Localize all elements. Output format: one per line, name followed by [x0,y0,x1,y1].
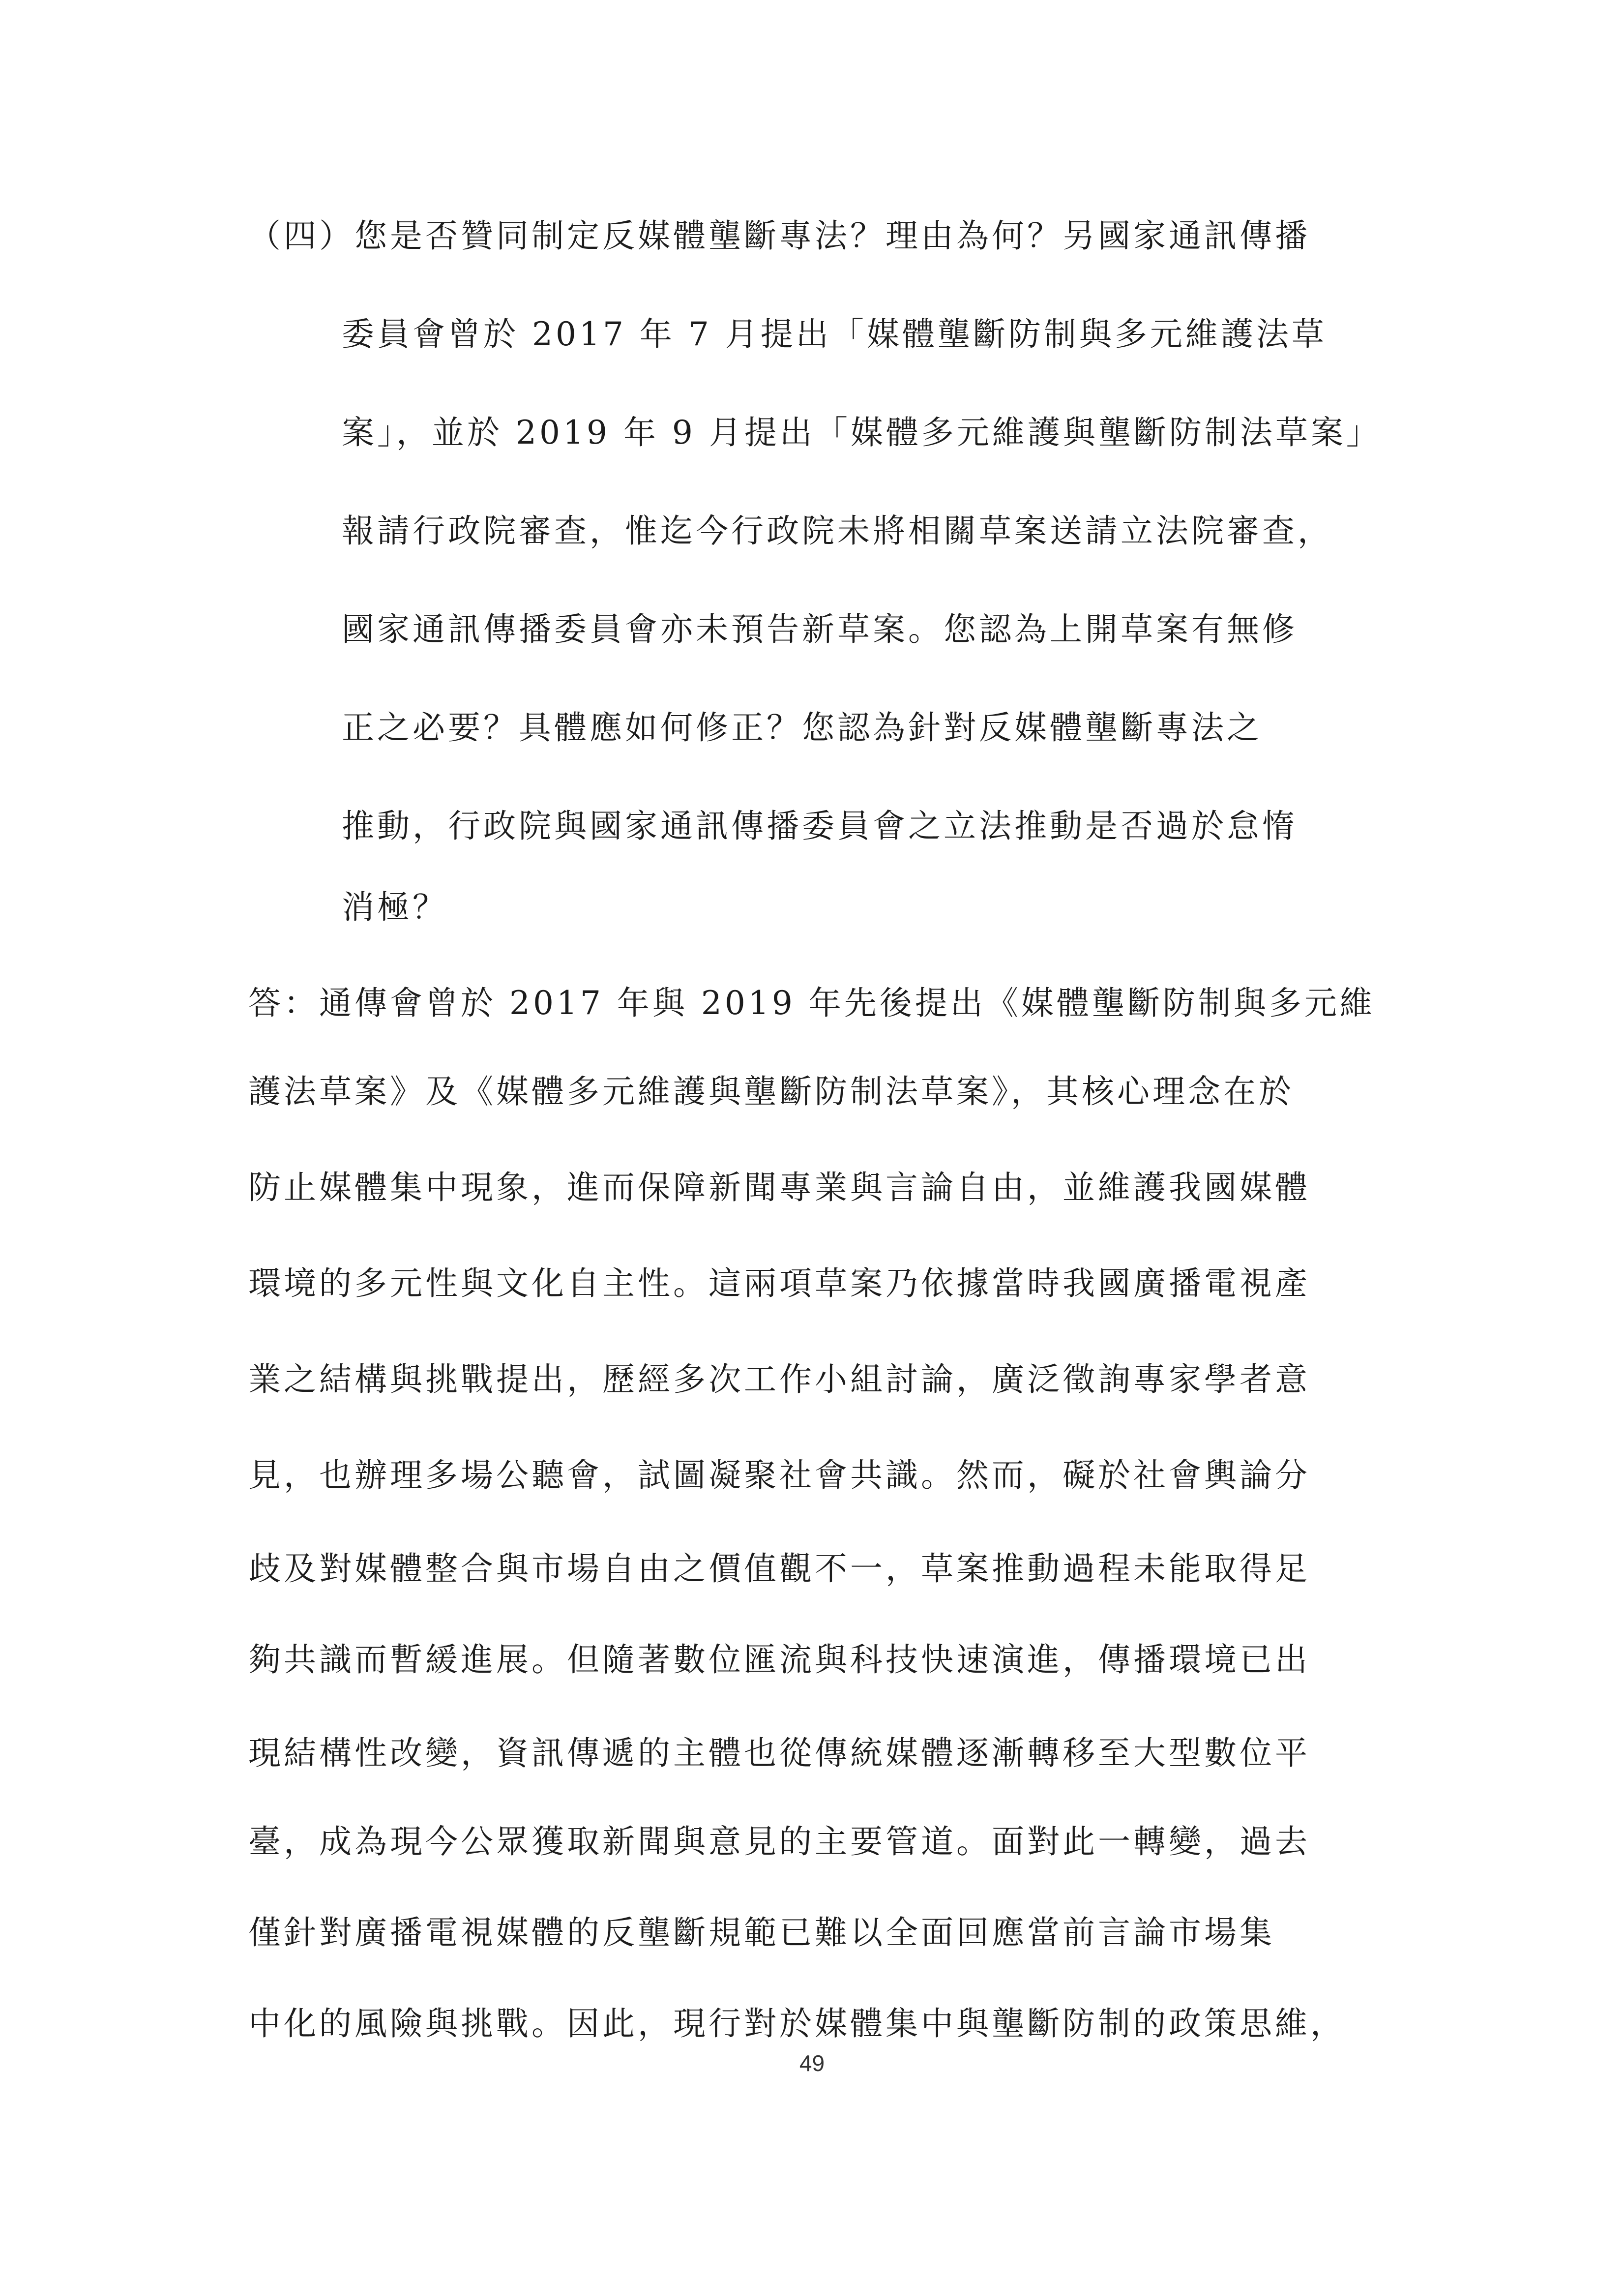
answer-line: 護法草案》及《媒體多元維護與壟斷防制法草案》，其核心理念在於 [248,1073,1294,1111]
question-line: 消極？ [342,888,448,926]
answer-line: 臺，成為現今公眾獲取新聞與意見的主要管道。面對此一轉變，過去 [248,1823,1310,1861]
question-line: 案」，並於 2019 年 9 月提出「媒體多元維護與壟斷防制法草案」 [342,414,1382,451]
answer-line: 現結構性改變，資訊傳遞的主體也從傳統媒體逐漸轉移至大型數位平 [248,1734,1310,1772]
answer-line: 歧及對媒體整合與市場自由之價值觀不一，草案推動過程未能取得足 [248,1550,1310,1588]
answer-line: 業之結構與挑戰提出，歷經多次工作小組討論，廣泛徵詢專家學者意 [248,1360,1310,1398]
answer-line: 環境的多元性與文化自主性。這兩項草案乃依據當時我國廣播電視產 [248,1264,1310,1302]
answer-line: 防止媒體集中現象，進而保障新聞專業與言論自由，並維護我國媒體 [248,1169,1310,1206]
question-line: （四）您是否贊同制定反媒體壟斷專法？理由為何？另國家通訊傳播 [248,217,1310,255]
question-line: 正之必要？具體應如何修正？您認為針對反媒體壟斷專法之 [342,709,1262,747]
question-line: 推動，行政院與國家通訊傳播委員會之立法推動是否過於怠惰 [342,807,1298,845]
answer-line: 夠共識而暫緩進展。但隨著數位匯流與科技快速演進，傳播環境已出 [248,1641,1310,1679]
question-line: 委員會曾於 2017 年 7 月提出「媒體壟斷防制與多元維護法草 [342,315,1327,353]
answer-line: 中化的風險與挑戰。因此，現行對於媒體集中與壟斷防制的政策思維， [248,2005,1346,2043]
question-line: 報請行政院審查，惟迄今行政院未將相關草案送請立法院審查， [342,512,1333,550]
answer-line: 答：通傳會曾於 2017 年與 2019 年先後提出《媒體壟斷防制與多元維 [248,984,1375,1022]
question-line: 國家通訊傳播委員會亦未預告新草案。您認為上開草案有無修 [342,610,1298,648]
answer-line: 見，也辦理多場公聽會，試圖凝聚社會共識。然而，礙於社會輿論分 [248,1456,1310,1494]
page-number: 49 [799,2050,825,2076]
answer-line: 僅針對廣播電視媒體的反壟斷規範已難以全面回應當前言論市場集 [248,1914,1275,1952]
